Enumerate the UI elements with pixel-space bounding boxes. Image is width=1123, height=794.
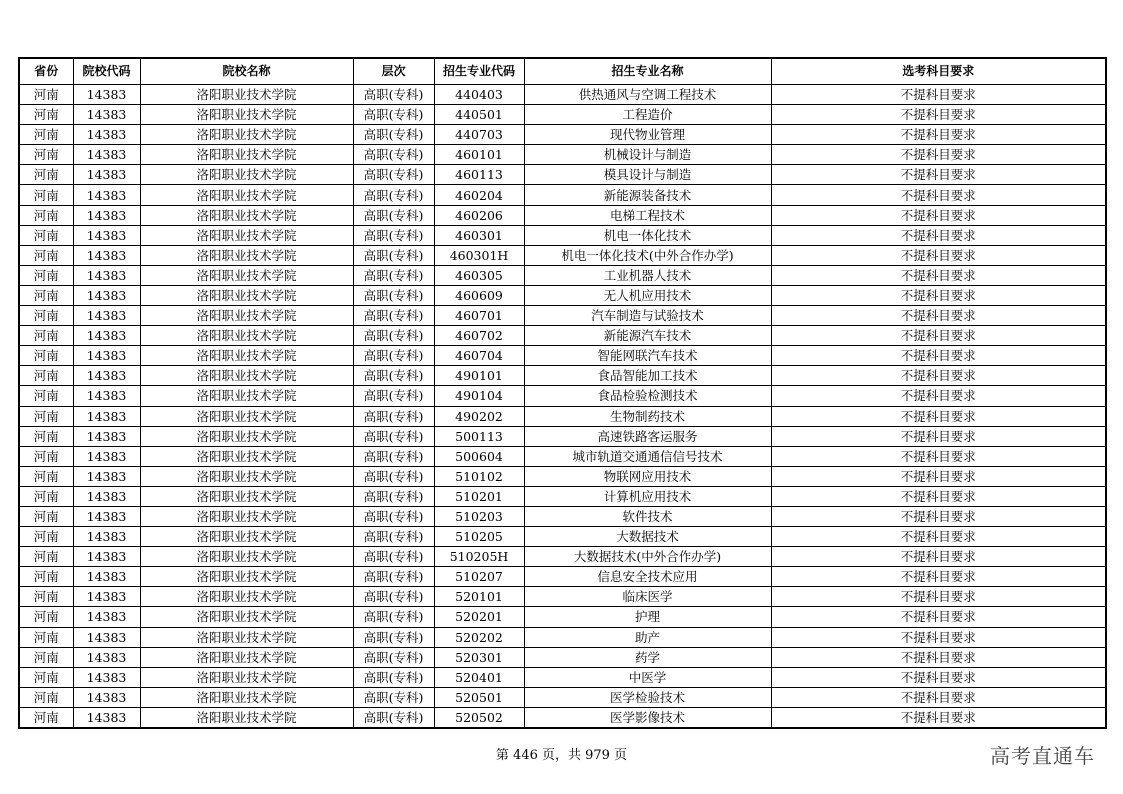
major-name-cell: 汽车制造与试验技术 (524, 306, 771, 326)
school-name-cell: 洛阳职业技术学院 (140, 687, 353, 707)
level-cell: 高职(专科) (353, 707, 434, 728)
province-cell: 河南 (19, 667, 73, 687)
school-code-cell: 14383 (73, 446, 140, 466)
school-name-cell: 洛阳职业技术学院 (140, 225, 353, 245)
level-cell: 高职(专科) (353, 125, 434, 145)
major-name-cell: 信息安全技术应用 (524, 567, 771, 587)
major-name-cell: 医学影像技术 (524, 707, 771, 728)
school-name-cell: 洛阳职业技术学院 (140, 386, 353, 406)
table-row (19, 426, 1106, 446)
level-cell: 高职(专科) (353, 366, 434, 386)
subject-requirement-cell: 不提科目要求 (771, 446, 1106, 466)
school-code-cell: 14383 (73, 205, 140, 225)
level-cell: 高职(专科) (353, 85, 434, 105)
major-name-cell: 医学检验技术 (524, 687, 771, 707)
school-name-cell: 洛阳职业技术学院 (140, 265, 353, 285)
province-cell: 河南 (19, 466, 73, 486)
page-number: 第 446 页，共 979 页 (495, 748, 628, 763)
school-code-cell: 14383 (73, 366, 140, 386)
header-school-code: 院校代码 (73, 58, 140, 85)
school-name-cell: 洛阳职业技术学院 (140, 506, 353, 526)
table-row (19, 205, 1106, 225)
major-name-cell: 新能源装备技术 (524, 185, 771, 205)
province-cell: 河南 (19, 527, 73, 547)
level-cell: 高职(专科) (353, 667, 434, 687)
province-cell: 河南 (19, 446, 73, 466)
level-cell: 高职(专科) (353, 486, 434, 506)
school-name-cell: 洛阳职业技术学院 (140, 306, 353, 326)
level-cell: 高职(专科) (353, 426, 434, 446)
subject-requirement-cell: 不提科目要求 (771, 145, 1106, 165)
major-name-cell: 无人机应用技术 (524, 285, 771, 305)
school-code-cell: 14383 (73, 285, 140, 305)
school-code-cell: 14383 (73, 245, 140, 265)
major-code-cell: 520101 (434, 587, 524, 607)
province-cell: 河南 (19, 285, 73, 305)
table-row (19, 587, 1106, 607)
province-cell: 河南 (19, 406, 73, 426)
school-name-cell: 洛阳职业技术学院 (140, 667, 353, 687)
table-row (19, 145, 1106, 165)
school-name-cell: 洛阳职业技术学院 (140, 366, 353, 386)
subject-requirement-cell: 不提科目要求 (771, 547, 1106, 567)
province-cell: 河南 (19, 386, 73, 406)
school-name-cell: 洛阳职业技术学院 (140, 165, 353, 185)
level-cell: 高职(专科) (353, 567, 434, 587)
table-row (19, 85, 1106, 105)
school-code-cell: 14383 (73, 466, 140, 486)
subject-requirement-cell: 不提科目要求 (771, 346, 1106, 366)
subject-requirement-cell: 不提科目要求 (771, 285, 1106, 305)
table-row (19, 687, 1106, 707)
school-code-cell: 14383 (73, 145, 140, 165)
major-code-cell: 460206 (434, 205, 524, 225)
major-name-cell: 软件技术 (524, 506, 771, 526)
major-code-cell: 510205 (434, 527, 524, 547)
header-school-name: 院校名称 (140, 58, 353, 85)
school-name-cell: 洛阳职业技术学院 (140, 647, 353, 667)
major-code-cell: 500113 (434, 426, 524, 446)
subject-requirement-cell: 不提科目要求 (771, 647, 1106, 667)
major-name-cell: 大数据技术(中外合作办学) (524, 547, 771, 567)
school-name-cell: 洛阳职业技术学院 (140, 607, 353, 627)
subject-requirement-cell: 不提科目要求 (771, 486, 1106, 506)
level-cell: 高职(专科) (353, 265, 434, 285)
school-name-cell: 洛阳职业技术学院 (140, 125, 353, 145)
subject-requirement-cell: 不提科目要求 (771, 245, 1106, 265)
major-code-cell: 460702 (434, 326, 524, 346)
major-code-cell: 460101 (434, 145, 524, 165)
major-code-cell: 490202 (434, 406, 524, 426)
school-code-cell: 14383 (73, 406, 140, 426)
school-code-cell: 14383 (73, 426, 140, 446)
major-code-cell: 460301H (434, 245, 524, 265)
major-code-cell: 440403 (434, 85, 524, 105)
province-cell: 河南 (19, 306, 73, 326)
level-cell: 高职(专科) (353, 647, 434, 667)
watermark-logo-text: 高考直通车 (990, 744, 1095, 768)
major-code-cell: 460701 (434, 306, 524, 326)
major-code-cell: 490101 (434, 366, 524, 386)
table-row (19, 346, 1106, 366)
province-cell: 河南 (19, 567, 73, 587)
school-name-cell: 洛阳职业技术学院 (140, 446, 353, 466)
major-name-cell: 大数据技术 (524, 527, 771, 547)
major-name-cell: 药学 (524, 647, 771, 667)
table-row (19, 326, 1106, 346)
school-code-cell: 14383 (73, 486, 140, 506)
header-major-name: 招生专业名称 (524, 58, 771, 85)
table-row (19, 486, 1106, 506)
school-code-cell: 14383 (73, 707, 140, 728)
subject-requirement-cell: 不提科目要求 (771, 667, 1106, 687)
school-name-cell: 洛阳职业技术学院 (140, 567, 353, 587)
province-cell: 河南 (19, 165, 73, 185)
major-code-cell: 460609 (434, 285, 524, 305)
subject-requirement-cell: 不提科目要求 (771, 386, 1106, 406)
province-cell: 河南 (19, 326, 73, 346)
province-cell: 河南 (19, 205, 73, 225)
school-name-cell: 洛阳职业技术学院 (140, 547, 353, 567)
province-cell: 河南 (19, 607, 73, 627)
school-name-cell: 洛阳职业技术学院 (140, 346, 353, 366)
level-cell: 高职(专科) (353, 627, 434, 647)
major-code-cell: 460204 (434, 185, 524, 205)
school-name-cell: 洛阳职业技术学院 (140, 707, 353, 728)
school-name-cell: 洛阳职业技术学院 (140, 245, 353, 265)
school-name-cell: 洛阳职业技术学院 (140, 85, 353, 105)
major-name-cell: 计算机应用技术 (524, 486, 771, 506)
subject-requirement-cell: 不提科目要求 (771, 707, 1106, 728)
major-code-cell: 490104 (434, 386, 524, 406)
school-code-cell: 14383 (73, 306, 140, 326)
major-code-cell: 460113 (434, 165, 524, 185)
major-code-cell: 520301 (434, 647, 524, 667)
subject-requirement-cell: 不提科目要求 (771, 306, 1106, 326)
major-code-cell: 460704 (434, 346, 524, 366)
table-row (19, 667, 1106, 687)
major-name-cell: 高速铁路客运服务 (524, 426, 771, 446)
level-cell: 高职(专科) (353, 165, 434, 185)
province-cell: 河南 (19, 366, 73, 386)
subject-requirement-cell: 不提科目要求 (771, 105, 1106, 125)
province-cell: 河南 (19, 225, 73, 245)
table-row (19, 627, 1106, 647)
subject-requirement-cell: 不提科目要求 (771, 687, 1106, 707)
subject-requirement-cell: 不提科目要求 (771, 125, 1106, 145)
admissions-table-container (18, 57, 1107, 729)
subject-requirement-cell: 不提科目要求 (771, 185, 1106, 205)
level-cell: 高职(专科) (353, 547, 434, 567)
school-code-cell: 14383 (73, 627, 140, 647)
province-cell: 河南 (19, 587, 73, 607)
major-name-cell: 物联网应用技术 (524, 466, 771, 486)
subject-requirement-cell: 不提科目要求 (771, 506, 1106, 526)
school-code-cell: 14383 (73, 567, 140, 587)
school-code-cell: 14383 (73, 326, 140, 346)
school-code-cell: 14383 (73, 125, 140, 145)
school-name-cell: 洛阳职业技术学院 (140, 527, 353, 547)
level-cell: 高职(专科) (353, 607, 434, 627)
school-code-cell: 14383 (73, 185, 140, 205)
table-row (19, 547, 1106, 567)
school-code-cell: 14383 (73, 527, 140, 547)
school-name-cell: 洛阳职业技术学院 (140, 205, 353, 225)
major-code-cell: 510205H (434, 547, 524, 567)
school-code-cell: 14383 (73, 105, 140, 125)
school-code-cell: 14383 (73, 265, 140, 285)
level-cell: 高职(专科) (353, 687, 434, 707)
school-code-cell: 14383 (73, 386, 140, 406)
table-row (19, 647, 1106, 667)
level-cell: 高职(专科) (353, 446, 434, 466)
province-cell: 河南 (19, 125, 73, 145)
major-name-cell: 食品检验检测技术 (524, 386, 771, 406)
major-code-cell: 440703 (434, 125, 524, 145)
subject-requirement-cell: 不提科目要求 (771, 366, 1106, 386)
major-name-cell: 助产 (524, 627, 771, 647)
major-code-cell: 510207 (434, 567, 524, 587)
table-header-row (19, 58, 1106, 85)
school-name-cell: 洛阳职业技术学院 (140, 587, 353, 607)
major-name-cell: 机电一体化技术 (524, 225, 771, 245)
school-name-cell: 洛阳职业技术学院 (140, 466, 353, 486)
subject-requirement-cell: 不提科目要求 (771, 225, 1106, 245)
province-cell: 河南 (19, 426, 73, 446)
subject-requirement-cell: 不提科目要求 (771, 567, 1106, 587)
level-cell: 高职(专科) (353, 145, 434, 165)
table-row (19, 506, 1106, 526)
level-cell: 高职(专科) (353, 506, 434, 526)
province-cell: 河南 (19, 687, 73, 707)
subject-requirement-cell: 不提科目要求 (771, 406, 1106, 426)
level-cell: 高职(专科) (353, 205, 434, 225)
subject-requirement-cell: 不提科目要求 (771, 265, 1106, 285)
subject-requirement-cell: 不提科目要求 (771, 527, 1106, 547)
major-code-cell: 440501 (434, 105, 524, 125)
table-row (19, 607, 1106, 627)
header-level: 层次 (353, 58, 434, 85)
province-cell: 河南 (19, 145, 73, 165)
major-code-cell: 520501 (434, 687, 524, 707)
major-name-cell: 中医学 (524, 667, 771, 687)
major-code-cell: 500604 (434, 446, 524, 466)
level-cell: 高职(专科) (353, 406, 434, 426)
table-row (19, 165, 1106, 185)
major-name-cell: 生物制药技术 (524, 406, 771, 426)
level-cell: 高职(专科) (353, 225, 434, 245)
subject-requirement-cell: 不提科目要求 (771, 326, 1106, 346)
school-name-cell: 洛阳职业技术学院 (140, 426, 353, 446)
table-row (19, 466, 1106, 486)
table-row (19, 527, 1106, 547)
table-row (19, 185, 1106, 205)
table-row (19, 105, 1106, 125)
level-cell: 高职(专科) (353, 245, 434, 265)
major-name-cell: 新能源汽车技术 (524, 326, 771, 346)
major-name-cell: 城市轨道交通通信信号技术 (524, 446, 771, 466)
school-name-cell: 洛阳职业技术学院 (140, 406, 353, 426)
province-cell: 河南 (19, 265, 73, 285)
school-name-cell: 洛阳职业技术学院 (140, 285, 353, 305)
subject-requirement-cell: 不提科目要求 (771, 85, 1106, 105)
table-row (19, 386, 1106, 406)
level-cell: 高职(专科) (353, 285, 434, 305)
major-code-cell: 510201 (434, 486, 524, 506)
school-code-cell: 14383 (73, 547, 140, 567)
school-code-cell: 14383 (73, 687, 140, 707)
table-row (19, 366, 1106, 386)
major-code-cell: 510102 (434, 466, 524, 486)
major-name-cell: 智能网联汽车技术 (524, 346, 771, 366)
level-cell: 高职(专科) (353, 326, 434, 346)
subject-requirement-cell: 不提科目要求 (771, 587, 1106, 607)
school-name-cell: 洛阳职业技术学院 (140, 486, 353, 506)
major-name-cell: 工程造价 (524, 105, 771, 125)
major-name-cell: 电梯工程技术 (524, 205, 771, 225)
school-name-cell: 洛阳职业技术学院 (140, 326, 353, 346)
major-code-cell: 520201 (434, 607, 524, 627)
province-cell: 河南 (19, 547, 73, 567)
school-code-cell: 14383 (73, 506, 140, 526)
level-cell: 高职(专科) (353, 386, 434, 406)
level-cell: 高职(专科) (353, 587, 434, 607)
school-name-cell: 洛阳职业技术学院 (140, 627, 353, 647)
header-subject-requirement: 选考科目要求 (771, 58, 1106, 85)
level-cell: 高职(专科) (353, 527, 434, 547)
major-name-cell: 现代物业管理 (524, 125, 771, 145)
major-name-cell: 护理 (524, 607, 771, 627)
major-name-cell: 模具设计与制造 (524, 165, 771, 185)
subject-requirement-cell: 不提科目要求 (771, 466, 1106, 486)
subject-requirement-cell: 不提科目要求 (771, 426, 1106, 446)
table-row (19, 406, 1106, 426)
school-code-cell: 14383 (73, 667, 140, 687)
subject-requirement-cell: 不提科目要求 (771, 165, 1106, 185)
school-code-cell: 14383 (73, 346, 140, 366)
province-cell: 河南 (19, 647, 73, 667)
major-code-cell: 520502 (434, 707, 524, 728)
major-name-cell: 临床医学 (524, 587, 771, 607)
major-code-cell: 520202 (434, 627, 524, 647)
province-cell: 河南 (19, 627, 73, 647)
level-cell: 高职(专科) (353, 185, 434, 205)
table-row (19, 125, 1106, 145)
table-row (19, 245, 1106, 265)
table-row (19, 446, 1106, 466)
table-row (19, 285, 1106, 305)
subject-requirement-cell: 不提科目要求 (771, 205, 1106, 225)
school-code-cell: 14383 (73, 607, 140, 627)
header-major-code: 招生专业代码 (434, 58, 524, 85)
province-cell: 河南 (19, 245, 73, 265)
subject-requirement-cell: 不提科目要求 (771, 607, 1106, 627)
level-cell: 高职(专科) (353, 105, 434, 125)
level-cell: 高职(专科) (353, 346, 434, 366)
subject-requirement-cell: 不提科目要求 (771, 627, 1106, 647)
table-row (19, 225, 1106, 245)
province-cell: 河南 (19, 85, 73, 105)
school-code-cell: 14383 (73, 647, 140, 667)
school-name-cell: 洛阳职业技术学院 (140, 105, 353, 125)
level-cell: 高职(专科) (353, 306, 434, 326)
table-row (19, 567, 1106, 587)
school-code-cell: 14383 (73, 225, 140, 245)
major-code-cell: 520401 (434, 667, 524, 687)
major-name-cell: 食品智能加工技术 (524, 366, 771, 386)
major-name-cell: 机电一体化技术(中外合作办学) (524, 245, 771, 265)
table-row (19, 306, 1106, 326)
major-name-cell: 供热通风与空调工程技术 (524, 85, 771, 105)
school-name-cell: 洛阳职业技术学院 (140, 185, 353, 205)
major-code-cell: 510203 (434, 506, 524, 526)
school-code-cell: 14383 (73, 165, 140, 185)
major-code-cell: 460305 (434, 265, 524, 285)
level-cell: 高职(专科) (353, 466, 434, 486)
province-cell: 河南 (19, 105, 73, 125)
major-name-cell: 机械设计与制造 (524, 145, 771, 165)
province-cell: 河南 (19, 506, 73, 526)
province-cell: 河南 (19, 707, 73, 728)
table-row (19, 265, 1106, 285)
province-cell: 河南 (19, 346, 73, 366)
province-cell: 河南 (19, 185, 73, 205)
table-body (19, 85, 1106, 729)
header-province: 省份 (19, 58, 73, 85)
school-code-cell: 14383 (73, 587, 140, 607)
major-name-cell: 工业机器人技术 (524, 265, 771, 285)
major-code-cell: 460301 (434, 225, 524, 245)
school-name-cell: 洛阳职业技术学院 (140, 145, 353, 165)
table-row (19, 707, 1106, 728)
province-cell: 河南 (19, 486, 73, 506)
admissions-table (18, 57, 1107, 729)
school-code-cell: 14383 (73, 85, 140, 105)
